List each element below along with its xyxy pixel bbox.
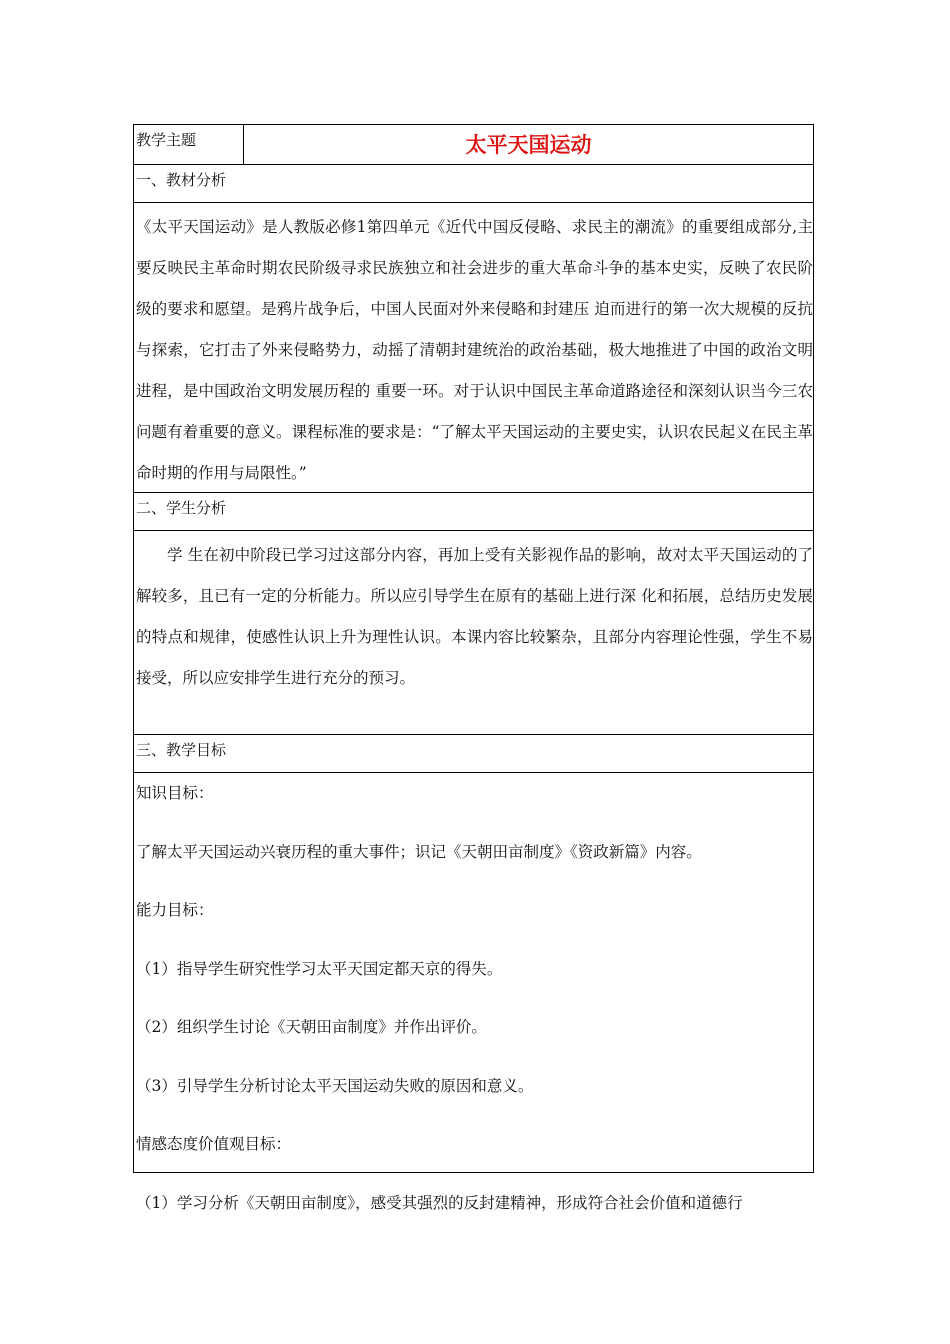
teaching-goals-heading: 三、教学目标 — [134, 735, 813, 773]
topic-label: 教学主题 — [134, 125, 244, 164]
student-analysis-text: 学 生在初中阶段已学习过这部分内容，再加上受有关影视作品的影响，故对太平天国运动的了解较多，且已有一定的分析能力。所以应引导学生在原有的基础上进行深 化和拓展，总结历史发展的特点和规律，使感性认识上升为理性认识。本课内容比较繁杂，且部分内容理论性强，学生不易接受，所以应安排学生进行充分的预习。 — [134, 531, 813, 735]
goal-line: 了解太平天国运动兴衰历程的重大事件；识记《天朝田亩制度》《资政新篇》内容。 — [136, 842, 702, 861]
header-row — [134, 125, 813, 165]
material-analysis-text: 《太平天国运动》是人教版必修1第四单元《近代中国反侵略、求民主的潮流》的重要组成部分,主 要反映民主革命时期农民阶级寻求民族独立和社会进步的重大革命斗争的基本史实，反映了农民阶级的要求和愿望。是鸦片战争后，中国人民面对外来侵略和封建压 迫而进行的第一次大规模的反抗与探索，它打击了外来侵略势力，动摇了清朝封建统治的政治基础，极大地推进了中国的政治文明进程，是中国政治文明发展历程的 重要一环。对于认识中国民主革命道路途径和深刻认识当今三农问题有着重要的意义。课程标准的要求是：“了解太平天国运动的主要史实，认识农民起义在民主革命时期的作用与局限性。” — [134, 203, 813, 493]
goal-line: （1）指导学生研究性学习太平天国定都天京的得失。 — [136, 959, 503, 978]
lesson-plan-table — [133, 124, 814, 1212]
goal-line: （1）学习分析《天朝田亩制度》，感受其强烈的反封建精神，形成符合社会价值和道德行 — [136, 1193, 743, 1212]
goal-line: （2）组织学生讨论《天朝田亩制度》并作出评价。 — [136, 1018, 487, 1036]
goal-line: 知识目标： — [136, 784, 214, 802]
student-analysis-heading: 二、学生分析 — [134, 493, 813, 531]
goal-line: 能力目标： — [136, 901, 214, 919]
topic-title: 太平天国运动 — [465, 133, 592, 157]
material-analysis-heading: 一、教材分析 — [134, 165, 813, 203]
goal-line: （3）引导学生分析讨论太平天国运动失败的原因和意义。 — [136, 1076, 534, 1095]
goal-line: 情感态度价值观目标： — [136, 1135, 292, 1153]
teaching-goals-body — [134, 773, 813, 1241]
